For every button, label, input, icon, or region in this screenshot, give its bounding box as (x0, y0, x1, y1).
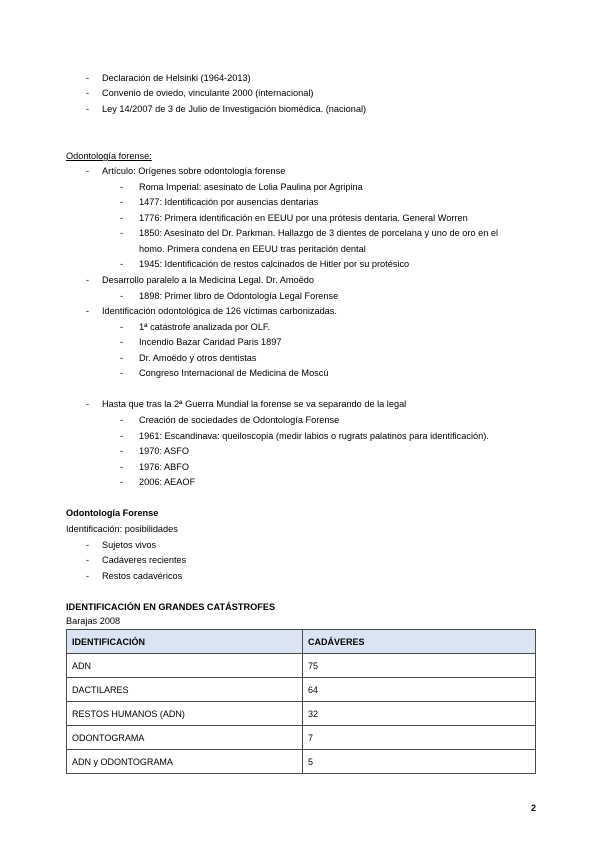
dash-bullet: - (86, 540, 90, 550)
table-cell: 5 (303, 750, 536, 774)
section-subheading: Barajas 2008 (66, 616, 121, 626)
dash-bullet: - (120, 415, 124, 425)
table-cell: RESTOS HUMANOS (ADN) (67, 702, 303, 726)
dash-bullet: - (86, 166, 90, 176)
table-cell: ADN (67, 654, 303, 678)
dash-bullet: - (120, 431, 124, 441)
dash-bullet: - (120, 353, 124, 363)
dash-bullet: - (120, 368, 124, 378)
dash-bullet: - (86, 73, 90, 83)
table-cell: 7 (303, 726, 536, 750)
table-cell: 64 (303, 678, 536, 702)
dash-bullet: - (120, 213, 124, 223)
dash-bullet: - (120, 322, 124, 332)
table-header-cell: IDENTIFICACIÓN (67, 630, 303, 654)
sub-list-item: 1898: Primer libro de Odontología Legal Forense (139, 291, 339, 301)
sub-list-item: 1477: Identificación por ausencias dentarias (139, 197, 319, 207)
dash-bullet: - (120, 291, 124, 301)
table-row (67, 678, 536, 702)
catastrophe-table (66, 629, 536, 774)
sub-list-item: 1970: ASFO (139, 446, 190, 456)
dash-bullet: - (120, 228, 124, 238)
table-cell: 75 (303, 654, 536, 678)
table-cell: ODONTOGRAMA (67, 726, 303, 750)
sub-list-item-continued: homo. Primera condena en EEUU tras peritación dental (139, 244, 366, 254)
section-heading: IDENTIFICACIÓN EN GRANDES CATÁSTROFES (66, 602, 276, 612)
list-item: Sujetos vivos (102, 540, 157, 550)
table-row (67, 750, 536, 774)
list-item: Desarrollo paralelo a la Medicina Legal. Dr. Amoëdo (102, 275, 314, 285)
table-header-cell: CADÁVERES (303, 630, 536, 654)
sub-list-item: Incendio Bazar Caridad Paris 1897 (139, 337, 282, 347)
dash-bullet: - (86, 104, 90, 114)
section-heading: Odontología Forense (66, 508, 159, 518)
section-heading: Odontología forense: (66, 151, 152, 161)
list-item: Artículo: Orígenes sobre odontología forense (102, 166, 286, 176)
list-item: Ley 14/2007 de 3 de Julio de Investigación biomédica. (nacional) (102, 104, 367, 114)
dash-bullet: - (86, 306, 90, 316)
sub-list-item: 1961: Escandinava: queiloscopia (medir labios o rugrats palatinos para identificación). (139, 431, 489, 441)
table-cell: DACTILARES (67, 678, 303, 702)
sub-list-item: Congreso Internacional de Medicina de Moscú (139, 368, 329, 378)
sub-list-item: Creación de sociedades de Odontología Forense (139, 415, 340, 425)
dash-bullet: - (86, 555, 90, 565)
sub-list-item: Dr. Amoëdo y otros dentistas (139, 353, 257, 363)
dash-bullet: - (86, 88, 90, 98)
dash-bullet: - (120, 259, 124, 269)
table-cell: ADN y ODONTOGRAMA (67, 750, 303, 774)
dash-bullet: - (86, 275, 90, 285)
dash-bullet: - (120, 477, 124, 487)
dash-bullet: - (120, 446, 124, 456)
table-cell: 32 (303, 702, 536, 726)
sub-list-item: 1850: Asesinato del Dr. Parkman. Hallazgo de 3 dientes de porcelana y uno de oro en el (139, 228, 499, 238)
sub-list-item: 1ª catástrofe analizada por OLF. (139, 322, 271, 332)
list-item: Cadáveres recientes (102, 555, 187, 565)
dash-bullet: - (120, 182, 124, 192)
table-header-row (67, 630, 536, 654)
sub-list-item: Roma Imperial: asesinato de Lolia Paulina por Agripina (139, 182, 363, 192)
list-item: Hasta que tras la 2ª Guerra Mundial la forense se va separando de la legal (102, 399, 407, 409)
sub-list-item: 1776: Primera identificación en EEUU por una prótesis dentaria. General Worren (139, 213, 468, 223)
dash-bullet: - (120, 337, 124, 347)
sub-list-item: 1976: ABFO (139, 462, 190, 472)
sub-list-item: 1945: Identificación de restos calcinados de Hitler por su protésico (139, 259, 410, 269)
sub-list-item: 2006: AEAOF (139, 477, 196, 487)
list-item: Declaración de Helsinki (1964-2013) (102, 73, 251, 83)
list-item: Convenio de oviedo, vinculante 2000 (internacional) (102, 88, 314, 98)
table-row (67, 702, 536, 726)
table-row (67, 654, 536, 678)
dash-bullet: - (120, 462, 124, 472)
list-item: Restos cadavéricos (102, 571, 183, 581)
page-number: 2 (531, 803, 537, 813)
dash-bullet: - (86, 399, 90, 409)
table-row (67, 726, 536, 750)
dash-bullet: - (120, 197, 124, 207)
section-subheading: Identificación: posibilidades (66, 524, 178, 534)
dash-bullet: - (86, 571, 90, 581)
list-item: Identificación odontológica de 126 víctimas carbonizadas. (102, 306, 337, 316)
